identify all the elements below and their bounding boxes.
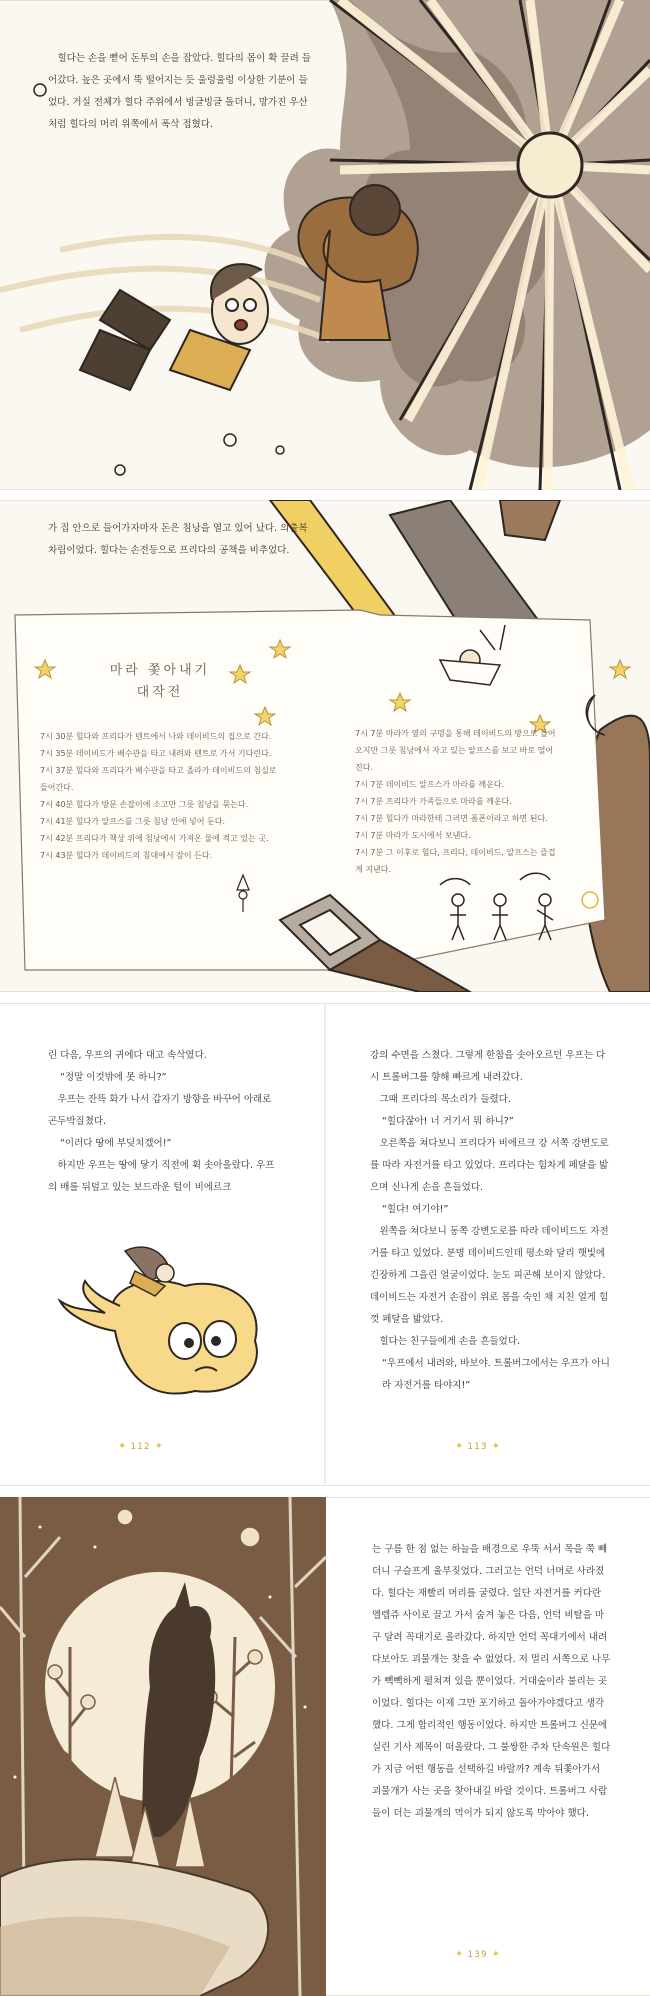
plan-title: 마라 쫓아내기 대작전 (109, 663, 211, 700)
dialogue-text: “힐다잖아! 너 거기서 뭐 하니?” (382, 1116, 514, 1127)
spread-plan (0, 500, 650, 992)
paragraph-text: 는 구름 한 점 없는 하늘을 배경으로 우뚝 서서 목을 쭉 빼더니 구슬프게 울부짖었다. 그러고는 언덕 너머로 사라졌다. 힐다는 재빨리 머리를 굴렸다. 일단 자전거를 커다란 엘렙쥬 사이로 끌고 가서 숨겨 놓은 다음, 언덕 비탈을 마구 달려 꼭대기로 올라갔다. 하지만 언덕 꼭대기에서 내려다보아도 괴물개는 찾을 수 없었다. 저 멀리 서쪽으로 나무가 빽빽하게 펼쳐져 있을 뿐이었다. 거대숲이라 불리는 곳이었다. 힐다는 이제 그만 포기하고 돌아가야겠다고 생각했다. 그게 합리적인 행동이었다. 하지만 트롤버그 신문에 실린 기사 제목이 떠올랐다. 그 불쌍한 주차 단속원은 힐다가 지금 어떤 행동을 선택하길 바랄까? 계속 뒤쫓아가서 괴물개가 사는 곳을 찾아내길 바랄 것이다. 트롤버그 사람들이 더는 괴물개의 먹이가 되지 않도록 막아야 했다. (372, 1544, 611, 1819)
plan-item: 7시 7분 힐다가 마라한테 그러면 폼폰이라고 하면 된다. (355, 814, 548, 823)
plan-item: 7시 40분 힐다가 방문 손잡이에 소고만 그릇 침낭을 묶는다. (40, 800, 249, 809)
star-ornament-icon: ✦ (455, 1949, 464, 1960)
page-gutter (324, 1003, 326, 1486)
folio-left (118, 1441, 163, 1452)
plan-item: 7시 42분 프리다가 책상 위에 침낭에서 가져온 물에 적고 있는 곳. (40, 834, 269, 843)
dialogue-text: “이러다 땅에 부딪치겠어!” (60, 1138, 172, 1149)
plan-item: 7시 7분 데이비드 알프스가 마라를 깨운다. (355, 780, 505, 789)
paragraph-text: 오른쪽을 쳐다보니 프리다가 비에르크 강 서쪽 강변도로를 따라 자전거를 타고 있었다. 프리다는 힘차게 페달을 밟으며 신나게 손을 흔들었다. (370, 1138, 609, 1193)
spread4-paragraph (372, 1539, 612, 1825)
paragraph-text: 힐다는 친구들에게 손을 흔들었다. (379, 1336, 521, 1347)
spread1-paragraph (48, 48, 316, 136)
plan-list-right (355, 725, 560, 878)
paragraph-text: 강의 수면을 스쳤다. 그렇게 한참을 솟아오르던 우프는 다시 트롤버그를 향해 빠르게 내려갔다. (370, 1050, 606, 1083)
paragraph-text: 하지만 우프는 땅에 닿기 직전에 휙 솟아올랐다. 우프의 배를 뒤덮고 있는 보드라운 털이 비에르크 (48, 1160, 275, 1193)
star-ornament-icon: ✦ (154, 1441, 163, 1452)
hilda-character (80, 264, 268, 390)
page-number: 112 (130, 1441, 151, 1452)
paragraph-text: 린 다음, 우프의 귀에다 대고 속삭였다. (48, 1050, 207, 1061)
plan-item: 7시 30분 힐다와 프리다가 텐트에서 나와 데이비드의 집으로 간다. (40, 732, 272, 741)
plan-item: 7시 7분 마라가 옆의 구멍을 통해 데이비드의 방으로 들어오지만 그릇 침낭에서 자고 있는 알프스를 보고 바로 떨어진다. (355, 729, 556, 772)
star-ornament-icon: ✦ (491, 1949, 500, 1960)
spread-black-hound (0, 1497, 650, 1996)
spread2-paragraph (48, 518, 318, 562)
folio-right (455, 1949, 500, 1960)
dialogue-text: “힐다! 여기야!” (382, 1204, 449, 1215)
star-ornament-icon: ✦ (118, 1441, 127, 1452)
paragraph-text: 힐다는 손을 뻗어 돈투의 손을 잡았다. 힐다의 몸이 확 끌려 들어갔다. 높은 곳에서 뚝 떨어지는 듯 울렁울렁 이상한 기분이 들었다. 거실 전체가 힐다 주위에서 빙글빙글 돌더니, 망가진 우산처럼 힐다의 머리 위쪽에서 폭삭 접혔다. (48, 53, 311, 130)
paragraph-text: 왼쪽을 쳐다보니 동쪽 강변도로를 따라 데이비드도 자전거를 타고 있었다. 분명 데이비드인데 평소와 달리 햇빛에 긴장하게 그을린 얼굴이었다. 눈도 피곤해 보이지 않았다. 데이비드는 자전거 손잡이 위로 몸을 숙인 채 지친 얼게 힘껏 페달을 밟았다. (370, 1226, 609, 1325)
spread3-left-text (48, 1045, 280, 1199)
plan-item: 7시 35분 데이비드가 배수관을 타고 내려와 텐트로 가서 기다린다. (40, 749, 272, 758)
dialogue-text: “우프에서 내려와, 바보야. 트롤버그에서는 우프가 아니라 자전거를 타야지!” (382, 1358, 610, 1391)
plan-item: 7시 7분 프리다가 가족들으로 마라를 깨운다. (355, 797, 512, 806)
page-number: 113 (467, 1441, 488, 1452)
spread-portal (0, 0, 650, 490)
woofer-tail (60, 1281, 120, 1331)
plan-item: 7시 37분 힐다와 프리다가 배수관을 타고 올라가 데이비드의 침실로 들어간다. (40, 766, 277, 792)
spread-woofer-ride (0, 1003, 650, 1486)
spread3-right-text (370, 1045, 610, 1397)
plan-list-left (40, 728, 280, 864)
page-number: 139 (467, 1949, 488, 1960)
portal-center (518, 133, 582, 197)
leather-strap (500, 500, 560, 540)
howling-hound-illustration (0, 1497, 326, 1996)
star-ornament-icon: ✦ (491, 1441, 500, 1452)
star-ornament-icon: ✦ (455, 1441, 464, 1452)
plan-item: 7시 7분 그 이후로 힐다, 프리다, 데이비드, 알프스는 즐겁게 지낸다. (355, 848, 556, 874)
paragraph-text: 우프는 잔뜩 화가 나서 갑자기 방향을 바꾸어 아래로 곤두박질쳤다. (48, 1094, 272, 1127)
plan-item: 7시 41분 힐다가 알프스를 그릇 침낭 안에 넣어 둔다. (40, 817, 225, 826)
plan-item: 7시 7분 마라가 도시에서 보낸다. (355, 831, 471, 840)
paragraph-text: 가 집 안으로 들어가자마자 돈은 침낭을 열고 있어 났다. 의출복 차림이었다. 힐다는 손전등으로 프리다의 공책을 비추었다. (48, 523, 308, 556)
plan-item: 7시 43분 힐다가 데이비드의 침대에서 잠이 든다. (40, 851, 213, 860)
woofer-illustration (55, 1231, 295, 1401)
dialogue-text: “정말 이것밖에 못 하니?” (60, 1072, 167, 1083)
folio-right (455, 1441, 500, 1452)
paragraph-text: 그때 프리다의 목소리가 들렸다. (379, 1094, 511, 1105)
